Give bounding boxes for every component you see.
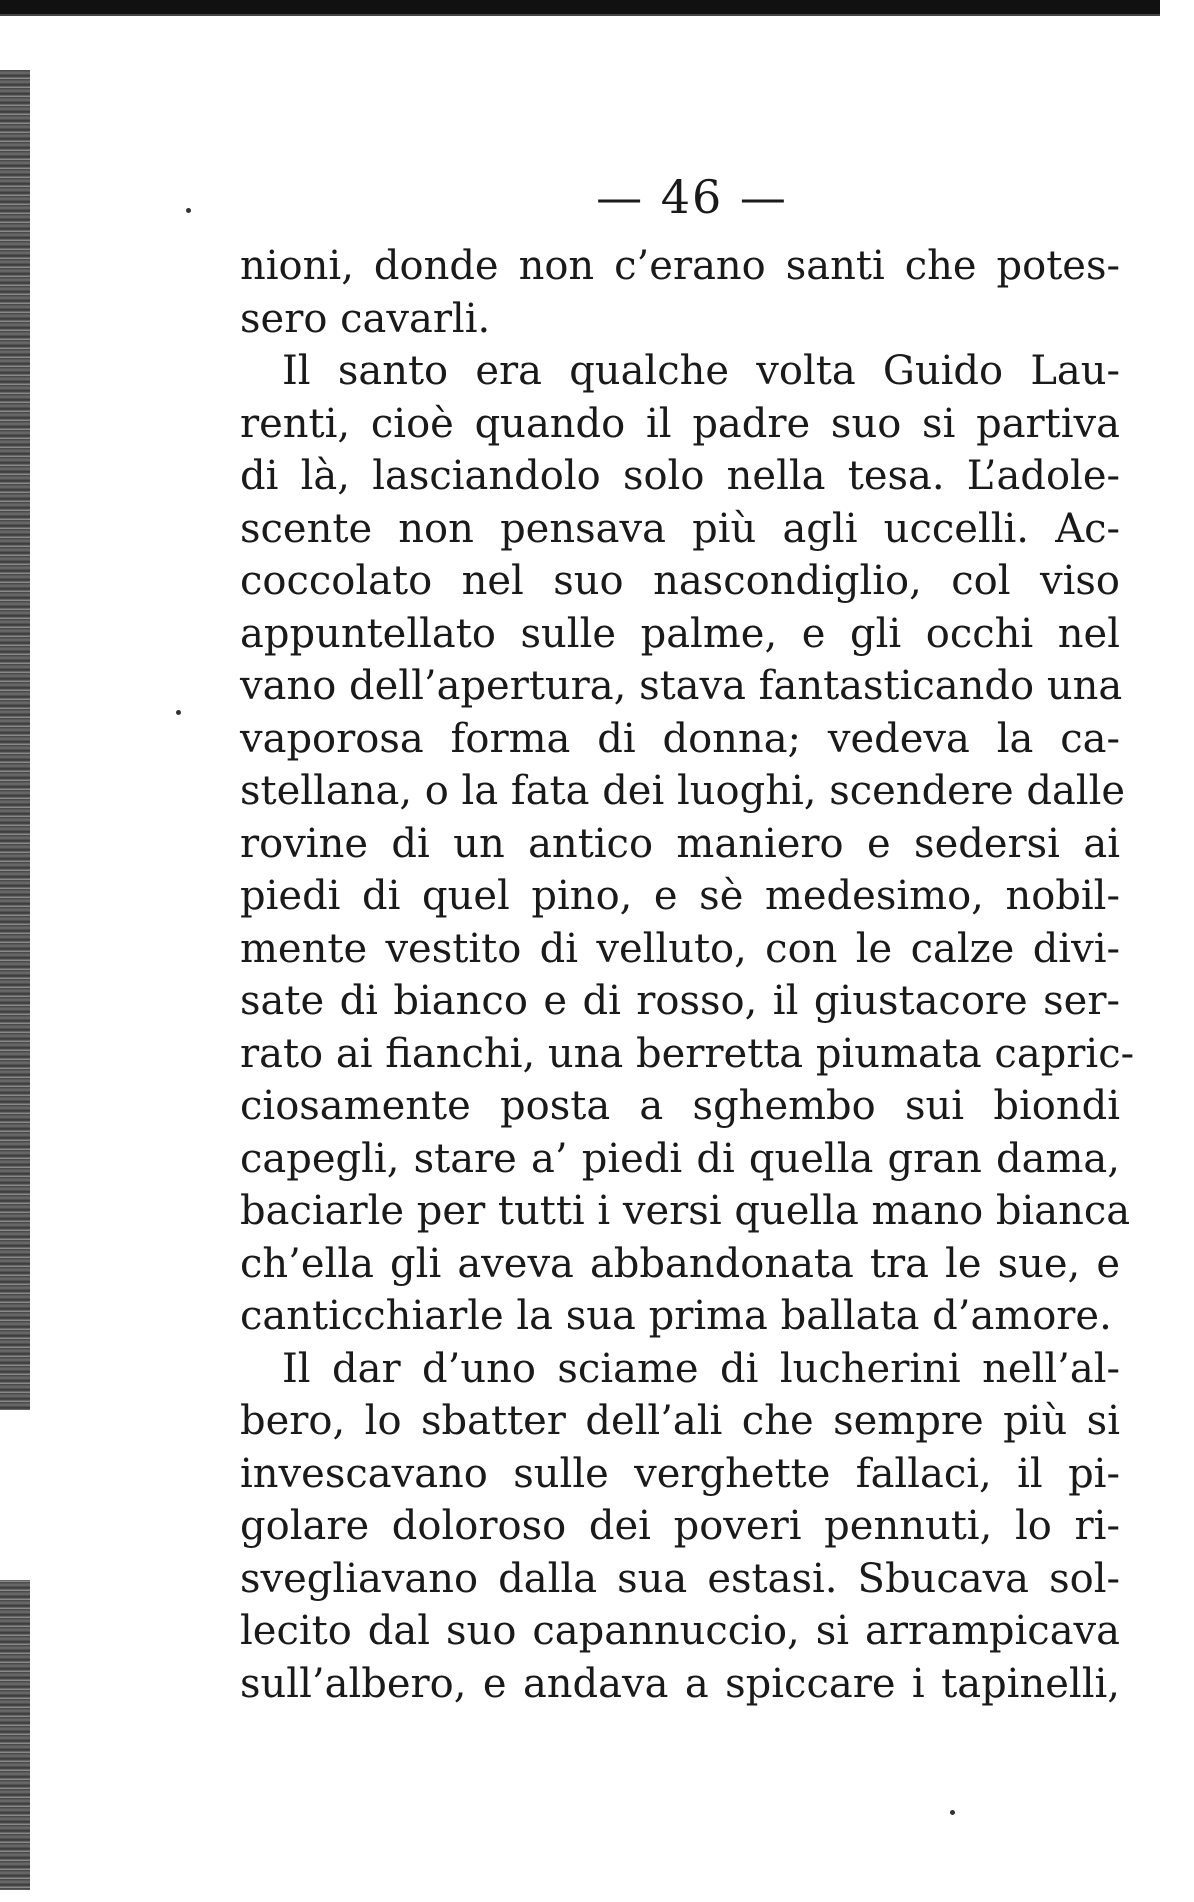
book-binding-edge — [0, 70, 30, 1890]
text-line: capegli, stare a’ piedi di quella gran dama, — [240, 1135, 1120, 1182]
text-line: renti, cioè quando il padre suo si partiva — [240, 400, 1120, 447]
text-line: ch’ella gli aveva abbandonata tra le sue, e — [240, 1240, 1120, 1287]
text-line: golare doloroso dei poveri pennuti, lo ri- — [240, 1503, 1120, 1549]
text-line: ciosamente posta a sghembo sui biondi — [240, 1083, 1120, 1129]
text-line: rovine di un antico maniero e sedersi ai — [240, 820, 1120, 867]
body-text — [240, 240, 1135, 1710]
text-line: Il dar d’uno sciame di lucherini nell’al- — [282, 1345, 1120, 1392]
top-edge-rule — [0, 0, 1160, 16]
text-line: coccolato nel suo nascondiglio, col viso — [240, 558, 1120, 604]
text-line: vaporosa forma di donna; vedeva la ca- — [240, 715, 1120, 762]
binding-gap — [0, 1410, 34, 1580]
text-line: rato ai fianchi, una berretta piumata capric- — [240, 1030, 1135, 1077]
text-line: piedi di quel pino, e sè medesimo, nobil- — [240, 873, 1120, 919]
ink-speck — [176, 710, 181, 715]
text-line: invescavano sulle verghette fallaci, il pi- — [240, 1450, 1120, 1497]
text-line: di là, lasciandolo solo nella tesa. L’adole- — [240, 453, 1120, 499]
text-line: canticchiarle la sua prima ballata d’amore. — [240, 1293, 1112, 1339]
text-line: scente non pensava più agli uccelli. Ac- — [240, 505, 1120, 552]
ink-speck — [950, 1810, 955, 1815]
page-number-label: — 46 — — [596, 170, 788, 224]
text-line: bero, lo sbatter dell’ali che sempre più si — [240, 1398, 1120, 1444]
text-line: sero cavarli. — [240, 295, 491, 342]
text-line: sull’albero, e andava a spiccare i tapinelli, — [240, 1660, 1120, 1707]
text-line: stellana, o la fata dei luoghi, scendere dalle — [240, 768, 1126, 814]
text-line: vano dell’apertura, stava fantasticando una — [240, 663, 1123, 709]
text-line: mente vestito di velluto, con le calze divi- — [240, 925, 1120, 972]
text-line: lecito dal suo capannuccio, si arrampicava — [240, 1608, 1120, 1654]
text-line: baciarle per tutti i versi quella mano bianca — [240, 1188, 1131, 1234]
text-line: Il santo era qualche volta Guido Lau- — [282, 348, 1120, 394]
page-number — [0, 170, 1194, 224]
text-line: appuntellato sulle palme, e gli occhi nel — [240, 610, 1120, 657]
text-line: nioni, donde non c’erano santi che potes- — [240, 243, 1120, 289]
text-line: svegliavano dalla sua estasi. Sbucava sol- — [240, 1555, 1120, 1602]
text-line: sate di bianco e di rosso, il giustacore ser- — [240, 978, 1120, 1024]
